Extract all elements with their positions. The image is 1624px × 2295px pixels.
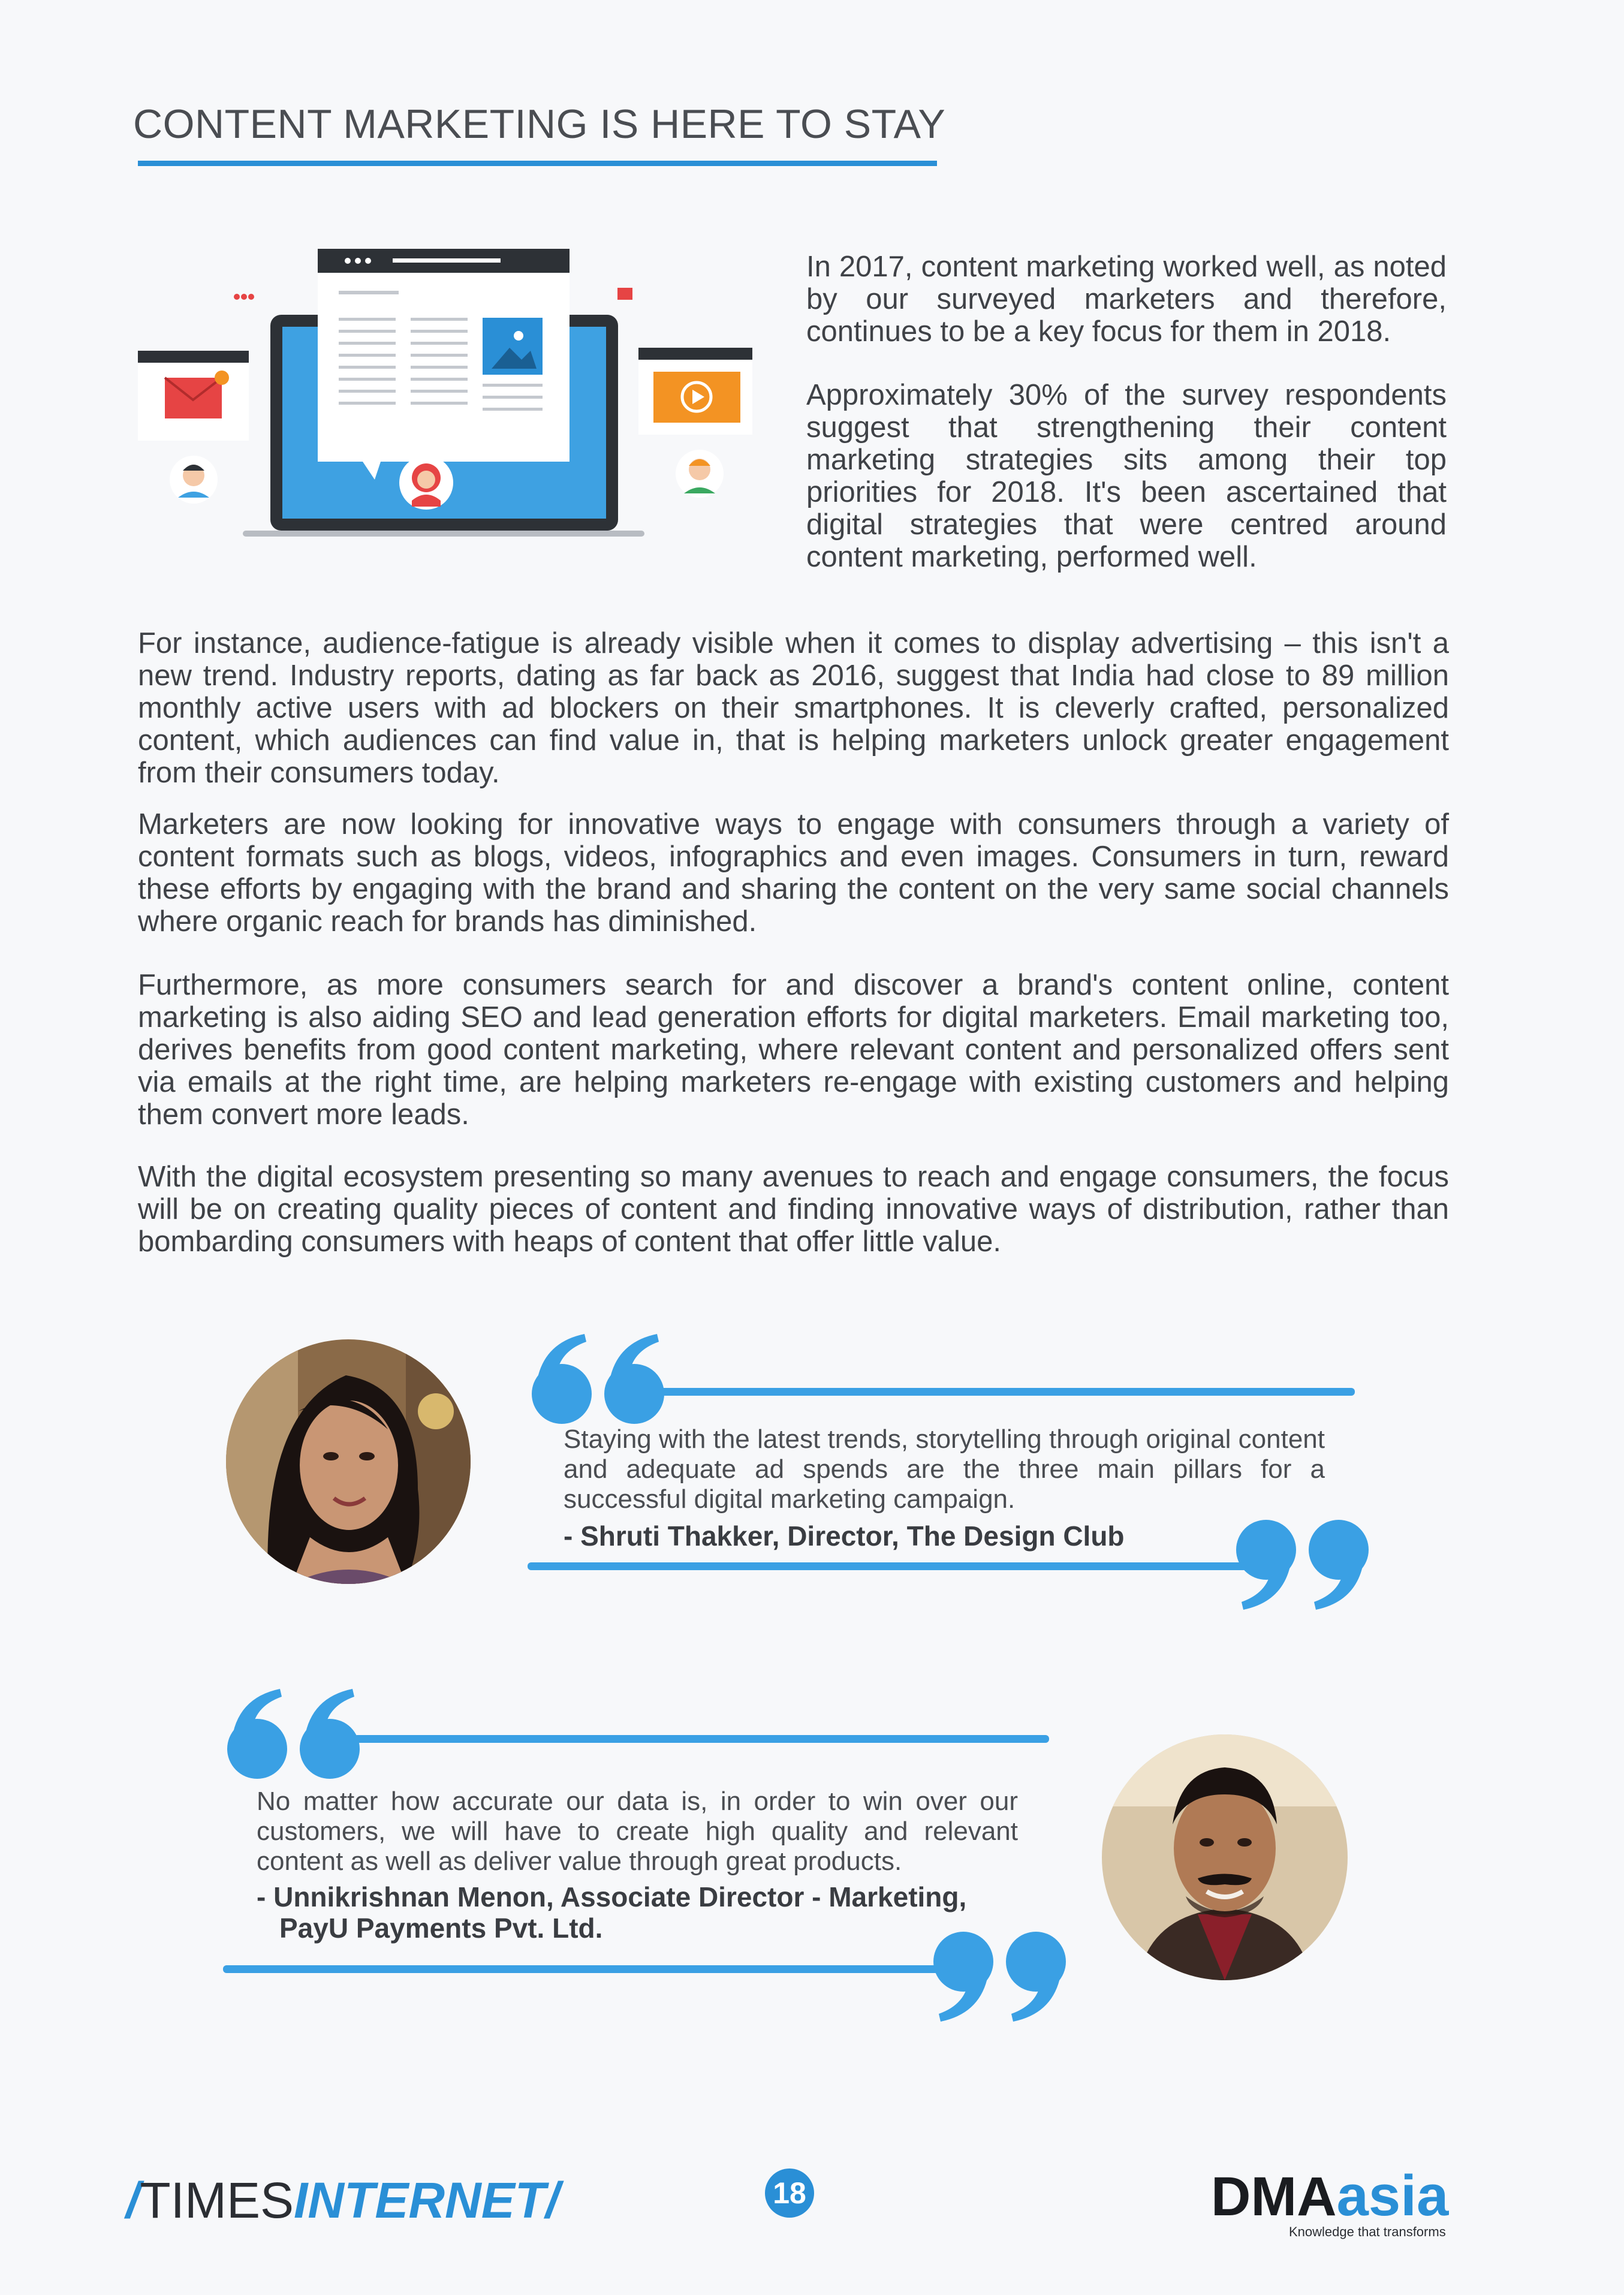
internet-logo-text: INTERNET	[294, 2172, 546, 2228]
speaker-photo	[1102, 1734, 1348, 1980]
quote-divider	[354, 1735, 1049, 1743]
open-quote-icon	[223, 1686, 367, 1779]
dma-asia-logo	[1211, 2163, 1448, 2229]
asia-logo-text: asia	[1336, 2164, 1449, 2228]
quote-divider	[223, 1965, 942, 1973]
quote-divider	[528, 1562, 1247, 1570]
body-paragraph: Marketers are now looking for innovative ways to engage with consumers through a variety of content formats such as blogs, videos, infographics and even images. Consumers in turn, reward these efforts by engaging with the brand and sharing the content on the very same social channels where organic reach for brands has diminished.	[138, 808, 1449, 938]
dma-logo-text: DMA	[1211, 2166, 1337, 2227]
email-card-bar	[138, 351, 249, 363]
dma-tagline: Knowledge that transforms	[1289, 2224, 1446, 2239]
open-quote-icon	[528, 1331, 671, 1424]
close-quote-icon	[1229, 1520, 1373, 1613]
times-logo-text: TIMES	[140, 2172, 294, 2228]
page-number: 18	[765, 2168, 814, 2218]
intro-paragraph: In 2017, content marketing worked well, as noted by our surveyed marketers and therefore, continues to be a key focus for them in 2018.	[806, 251, 1447, 348]
body-paragraph: Furthermore, as more consumers search for and discover a brand's content online, content marketing is also aiding SEO and lead generation efforts for digital marketers. Email marketing too, derives benefits from good content marketing, where relevant content and personalized offers sent via emails at the right time, are helping marketers re-engage with existing customers and helping them convert more leads.	[138, 969, 1449, 1131]
body-paragraph: For instance, audience-fatigue is already visible when it comes to display advertising – this isn't a new trend. Industry reports, dating as far back as 2016, suggest that India had close to 89 million monthly active users with ad blockers on their smartphones. It is cleverly crafted, personalized content, which audiences can find value in, that is helping marketers unlock greater engagement from their consumers today.	[138, 627, 1449, 789]
speaker-photo	[226, 1339, 471, 1584]
quote-attribution: - Shruti Thakker, Director, The Design Club	[564, 1520, 1125, 1552]
times-internet-logo: /TIMESINTERNET/	[126, 2172, 560, 2228]
video-card-bar	[638, 348, 752, 360]
intro-paragraph: Approximately 30% of the survey respondents suggest that strengthening their content marketing strategies sits among their top priorities for 2018. It's been ascertained that digital strategies that were centred around content marketing, performed well.	[806, 379, 1447, 573]
page-title: CONTENT MARKETING IS HERE TO STAY	[133, 101, 946, 147]
content-marketing-illustration	[135, 243, 764, 549]
quote-attribution: PayU Payments Pvt. Ltd.	[279, 1912, 603, 1944]
body-paragraph: With the digital ecosystem presenting so many avenues to reach and engage consumers, the focus will be on creating quality pieces of content and finding innovative ways of distribution, rather than bombarding consumers with heaps of content that offer little value.	[138, 1161, 1449, 1258]
quote-text: No matter how accurate our data is, in order to win over our customers, we will have to create high quality and relevant content as well as deliver value through great products.	[257, 1787, 1018, 1876]
title-underline	[138, 161, 937, 166]
quote-text: Staying with the latest trends, storytelling through original content and adequate ad spends are the three main pillars for a successful digital marketing campaign.	[564, 1424, 1325, 1514]
quote-divider	[659, 1388, 1355, 1396]
close-quote-icon	[926, 1932, 1070, 2025]
laptop-base	[243, 531, 644, 537]
quote-attribution: - Unnikrishnan Menon, Associate Director - Marketing,	[257, 1881, 967, 1912]
